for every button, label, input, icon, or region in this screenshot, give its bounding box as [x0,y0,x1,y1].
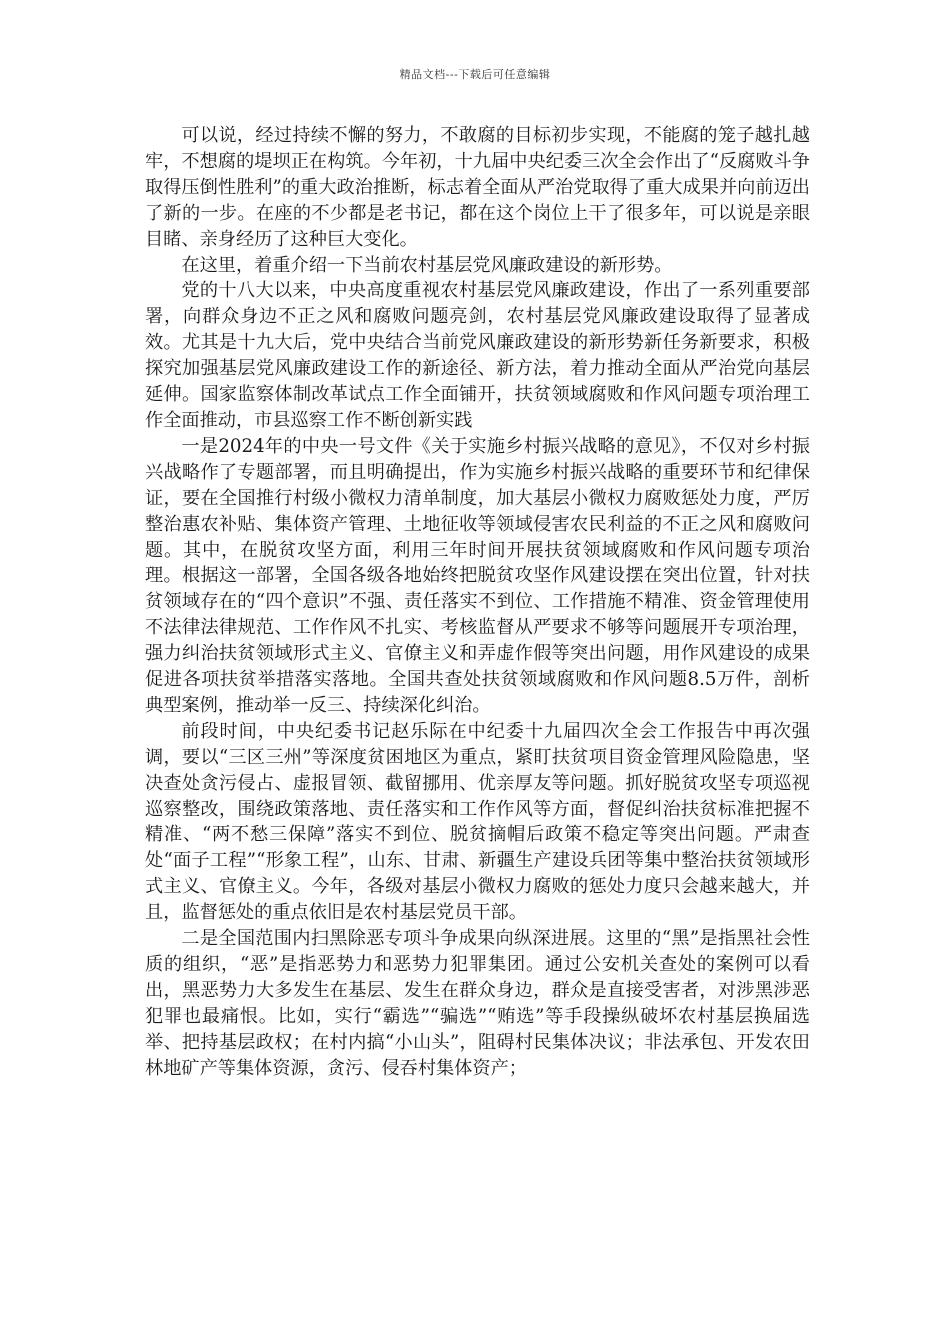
paragraph: 二是全国范围内扫黑除恶专项斗争成果向纵深进展。这里的“黑”是指黑社会性质的组织，“恶”是指恶势力和恶势力犯罪集团。通过公安机关查处的案例可以看出，黑恶势力大多发生在基层、发生在群众身边，群众是直接受害者，对涉黑涉恶犯罪也最痛恨。比如，实行“霸选”“骗选”“贿选”等手段操纵破坏农村基层换届选举、把持基层政权；在村内搞“小山头”，阻碍村民集体决议；非法承包、开发农田林地矿产等集体资源，贪污、侵吞村集体资产； [145,928,810,1079]
paragraph: 党的十八大以来，中央高度重视农村基层党风廉政建设，作出了一系列重要部署，向群众身边不正之风和腐败问题亮剑，农村基层党风廉政建设取得了显著成效。尤其是十九大后，党中央结合当前党风廉政建设的新形势新任务新要求，积极探究加强基层党风廉政建设工作的新途径、新方法，着力推动全面从严治党向基层延伸。国家监察体制改革试点工作全面铺开，扶贫领域腐败和作风问题专项治理工作全面推动，市县巡察工作不断创新实践 [145,280,810,431]
paragraph: 前段时间，中央纪委书记赵乐际在中纪委十九届四次全会工作报告中再次强调，要以“三区三州”等深度贫困地区为重点，紧盯扶贫项目资金管理风险隐患，坚决查处贪污侵占、虚报冒领、截留挪用、优亲厚友等问题。抓好脱贫攻坚专项巡视巡察整改，围绕政策落地、责任落实和工作作风等方面，督促纠治扶贫标准把握不精准、“两不愁三保障”落实不到位、脱贫摘帽后政策不稳定等突出问题。严肃查处“面子工程”“形象工程”，山东、甘肃、新疆生产建设兵团等集中整治扶贫领域形式主义、官僚主义。今年，各级对基层小微权力腐败的惩处力度只会越来越大，并且，监督惩处的重点依旧是农村基层党员干部。 [145,720,810,924]
page-header: 精品文档---下载后可任意编辑 [399,68,551,81]
paragraph: 可以说，经过持续不懈的努力，不敢腐的目标初步实现，不能腐的笼子越扎越牢，不想腐的堤坝正在构筑。今年初，十九届中央纪委三次全会作出了“反腐败斗争取得压倒性胜利”的重大政治推断，标志着全面从严治党取得了重大成果并向前迈出了新的一步。在座的不少都是老书记，都在这个岗位上干了很多年，可以说是亲眼目睹、亲身经历了这种巨大变化。 [145,125,810,250]
paragraph: 在这里，着重介绍一下当前农村基层党风廉政建设的新形势。 [181,254,673,276]
document-body [145,123,810,1082]
paragraph: 一是2024年的中央一号文件《关于实施乡村振兴战略的意见》，不仅对乡村振兴战略作了专题部署，而且明确提出，作为实施乡村振兴战略的重要环节和纪律保证，要在全国推行村级小微权力清单制度，加大基层小微权力腐败惩处力度，严厉整治惠农补贴、集体资产管理、土地征收等领域侵害农民利益的不正之风和腐败问题。其中，在脱贫攻坚方面，利用三年时间开展扶贫领域腐败和作风问题专项治理。根据这一部署，全国各级各地始终把脱贫攻坚作风建设摆在突出位置，针对扶贫领域存在的“四个意识”不强、责任落实不到位、工作措施不精准、资金管理使用不法律法律规范、工作作风不扎实、考核监督从严要求不够等问题展开专项治理，强力纠治扶贫领域形式主义、官僚主义和弄虚作假等突出问题，用作风建设的成果促进各项扶贫举措落实落地。全国共查处扶贫领域腐败和作风问题8.5万件，剖析典型案例，推动举一反三、持续深化纠治。 [145,435,810,716]
